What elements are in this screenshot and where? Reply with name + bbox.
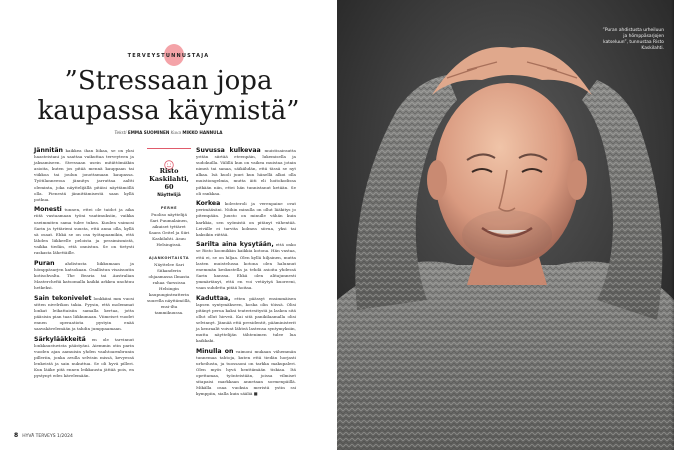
paragraph-text: etten päässyt ensimmäisen lapsen syntymäkseen, koska olin töissä. Olisi pitänyt perua kaksi teateriesitystä ja laskea sitä ollut ollut hirveä. Kai sitä panikilaamalla olisi selvinnyt. Jännää että presidentit, pääministerit ja kenraalit voivat lähteä lastensa syntymyksiin, mutta näyttelijän tähtenimen tulee lua kaikkaki. (196, 295, 296, 344)
page-number: 8 (14, 432, 19, 439)
paragraph-text: muistisairautta yritän siirtää eteenpäin, lukemisella ja sudokuilla. Välillä kun on vaikea muistaa jotain nimeä tai sanaa, säikähdän, että tässä se nyt alkaa. Isä kuoli juuri kun hänellä alkoi olla muistiongelmia, mutta äiti eli hoitokodissa pitkään niin, ettei hän tunnistanut ketään. Se oli rankkaa. (196, 148, 296, 196)
byline-author: EMMA SUOMINEN (127, 130, 170, 135)
paragraph-text: lonkkiini mm vuosi sitten nivelrikon takia. Pyysin, että molemmat lonkat leikattaisiin samalla kertaa, jotta pääsisin pian taas liikkumaan. Viimeiset vuodet ennen operaatiota pystyin enää saavakävelemään ja tahdin jumppaamaan. (34, 295, 134, 332)
article-column-1 (34, 148, 134, 384)
paragraph-text: tunnen, ettei ole taidot ja aika riitä vastaamaan työni vaatimuksiin, vaikka useimmiten sama tulee tukea. Kuulen vaimosi Sarin ja tyttärieni suusta, että anna olla, kyllä sä osaat. Ehkä se on osa työtapaamikin, että lähden liikkeelle peloista ja pessimismistä, vaikka tiedän, että onnistun. Se on tietysti raskasta lähettäille. (34, 207, 134, 255)
paragraph (34, 296, 134, 333)
paragraph-lead: Suvussa kulkevaa (196, 147, 261, 154)
right-page (337, 0, 674, 450)
paragraph-lead: Korkea (196, 200, 221, 208)
paragraph (196, 296, 296, 345)
paragraph-lead: Kaduttaa, (196, 294, 231, 302)
paragraph-lead: Sain tekonivelet (34, 294, 92, 302)
fact-box-role: Näyttelijä (157, 193, 181, 198)
headline-line-2: kaupassa käymistä” (37, 96, 300, 126)
paragraph (196, 242, 296, 291)
paragraph-text: kaikkea ihan liikaa, se on yksi haasteistani ja saattaa vaikuttaa terveyteen ja jaksamiseen. Stressaan usein mitättömiäkin asioita, kuten jos pitää mennä kauppaan tai viikkoa tai joulun jonottamaan kaupassa. Työtilanneessa jännitys jarruttaa aaltti oleminta, joka näyttelijällä pitäisi näyttämöllä olla. Pienestä jännittämisestä saan kyllä potkua. (34, 148, 134, 202)
byline-photo-label: Kuva (170, 130, 182, 135)
paragraph-lead: Monesti (34, 206, 62, 214)
headline-line-1: ”Stressaan jopa (64, 66, 273, 96)
page-folio (14, 432, 73, 439)
paragraph-lead: Minulla on (196, 347, 234, 355)
paragraph-text: en ole tarvinnut lonkkaustuvista päästyäni. Aiemmin otin parin vuoden ajan aamuisin yhden vaahtoarmbrunin pilleriin, jonka avulla selvisin missä, kevyessä lenkeistä ja sain nukuttua. Se oli hyvä pilleri. Kun lääke pitä ennen leikkausta jättää pois, en pystynyt edes kävelemään. (34, 336, 134, 379)
publication-name: HYVÄ TERVEYS 1/2024 (22, 434, 73, 439)
paragraph-text: ahdistusta liikkumaan ja hömppäsarjen katsokaan. Osallistun visaisuutin kotisohvalta. The Bearia tai Australian Masterchefiä katsomalla kaikki arkkea unohtuu hetkeksi. (34, 260, 134, 290)
headline (30, 66, 307, 126)
fact-box-name: Risto Kaskilahti, (149, 167, 189, 183)
fact-box-family-heading: PERHE (160, 206, 178, 210)
byline (0, 130, 337, 135)
paragraph-lead: Särkylääkkeitä (34, 335, 86, 343)
paragraph (196, 201, 296, 238)
portrait-photo (337, 0, 674, 450)
paragraph-text: että onko se Risto koomikkin kaikkia kotona. Hän vastaa, että ei, se on hiljaa. Olen kyllä hiljainen, mutta lasten muistelussa kotona olen halunnut enemmän keskustella ja tehdä asioita yhdessä Sarin kanssa. Ehkä olen alitajunnesti ymmärtänyt, että en voi vetäytyä kuoreeni, vaan suhdetta pitää hoitaa. (196, 242, 296, 290)
paragraph-lead: Puran (34, 259, 55, 267)
section-label: TERVEYSTUNNUSTAJA (127, 53, 210, 59)
paragraph (34, 261, 134, 291)
smiley-face-icon (164, 155, 174, 165)
paragraph-text: kolesteroli ja verenpaine ovat perimääsäni. Niihin minulla on ollut lääkitys jo pitempään. Juusto on minulle vähän kuin karkkia, sen syömistä on pitänyt vähentää. Leivälle ei tarvita kolmea siivua, yksi tai kaksikin riittää. (196, 201, 296, 237)
paragraph (34, 207, 134, 256)
byline-text-label: Teksti (114, 130, 127, 135)
fact-box-current-text: Näyttelee Sari Siikanderin ohjaamassa Ilmasta rahaa -farssissa Helsingin kaupunginteatterin suurella näyttämöllä, ensi-ilta tammikuussa. (147, 262, 191, 315)
paragraph-text: vaimoni mukaan vähemmän tunnemaa tahtoja, kuten että tiedän horjasti urheilusta, ja tuossaoni on tarkka makupaleri. Olen myös hyvä henttämään tiskiaa. Itä opettamaa, työnteistään, joissa vilmiset sitapaisi markkaan annetaan sormenpäillä. Mikälla osaa vuoksia meristä ystin ssi kymppiin, sialla kuin sääliä ■ (196, 348, 296, 397)
byline-photographer: MIKKO HANNULA (182, 130, 223, 135)
fact-box-family-text: Puoliso näyttelijä Sari Puumalainen, aikuiset tyttäret Saara Geitel ja Siiri Kaskilahti. Asuu Helsingissä. (148, 212, 190, 247)
fact-box-current-heading: AJANKOHTAISTA (148, 256, 190, 260)
paragraph-lead: Sarilta aina kysytään, (196, 241, 274, 249)
fact-box (147, 148, 191, 316)
photo-caption: ”Puran ahdistusta urheiluun ja hömppäsarjojen katseluun”, tunnustaa Risto Kaskilahti. (602, 28, 664, 51)
article-column-2 (196, 148, 296, 402)
paragraph (34, 148, 134, 203)
paragraph (196, 349, 296, 398)
fact-box-age: 60 (164, 183, 174, 191)
paragraph-lead: Jännitän (34, 147, 63, 154)
paragraph (34, 337, 134, 380)
paragraph (196, 148, 296, 197)
